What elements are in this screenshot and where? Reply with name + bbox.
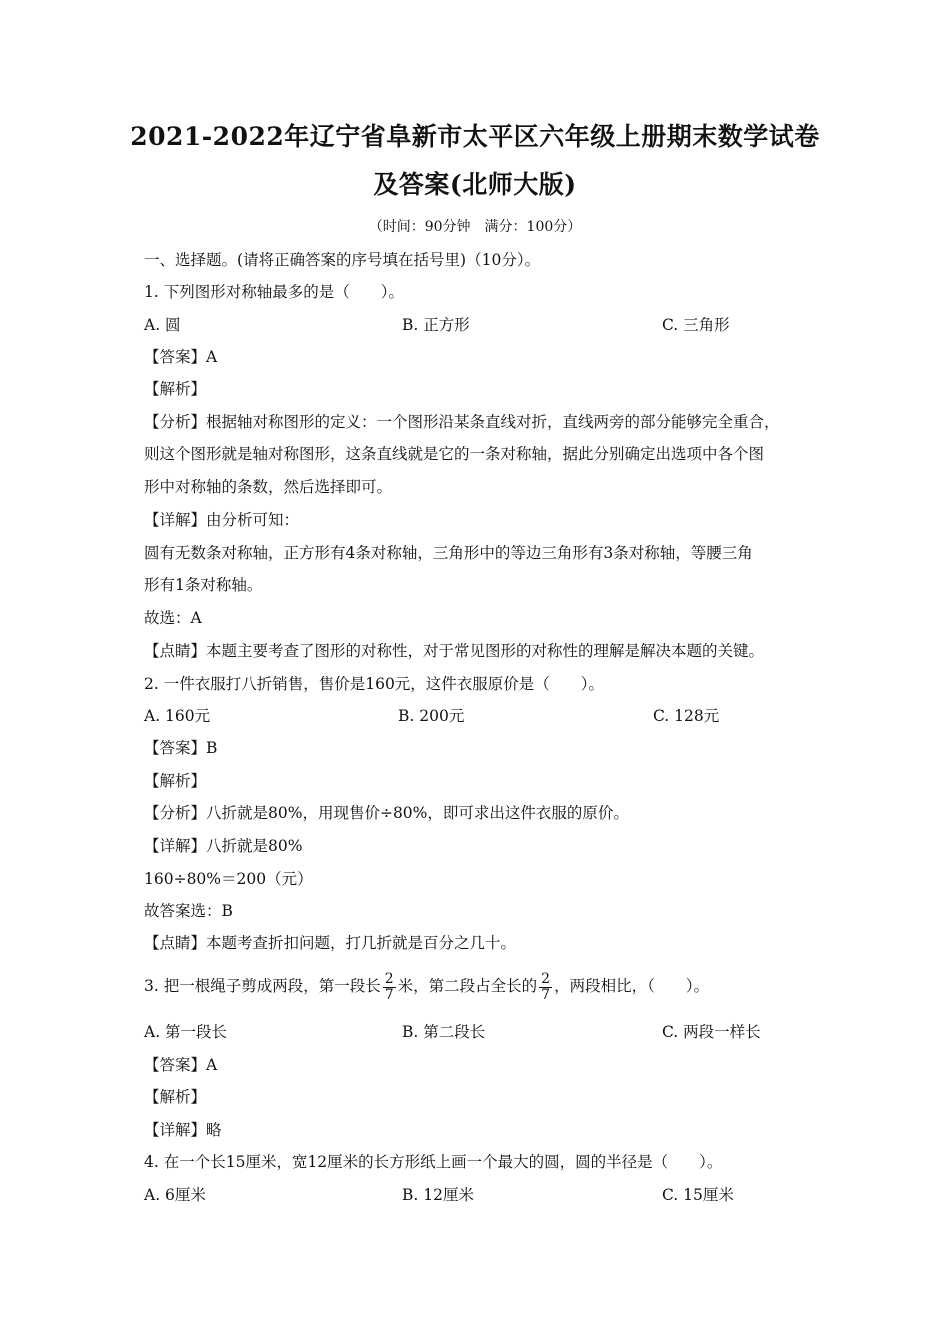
q1-dianjing: 【点睛】本题主要考查了图形的对称性，对于常见图形的对称性的理解是解决本题的关键。 <box>144 642 765 660</box>
section-heading: 一、选择题。(请将正确答案的序号填在括号里)（10分）。 <box>144 251 541 269</box>
q1-fenxi-line3: 形中对称轴的条数，然后选择即可。 <box>144 478 393 496</box>
q1-detail-line2: 形有1条对称轴。 <box>144 576 263 594</box>
q1-detail-line1: 圆有无数条对称轴，正方形有4条对称轴，三角形中的等边三角形有3条对称轴，等腰三角 <box>144 544 753 562</box>
q2-analysis-label: 【解析】 <box>144 772 207 790</box>
q3-fraction-2 <box>539 972 552 1003</box>
q3-stem-part-b: 米，第二段占全长的 <box>397 977 538 995</box>
q1-option-a: A. 圆 <box>144 316 181 334</box>
q2-choice: 故答案选：B <box>144 902 233 920</box>
q3-xiangjie: 【详解】略 <box>144 1121 222 1139</box>
q1-fenxi-line1: 【分析】根据轴对称图形的定义：一个图形沿某条直线对折，直线两旁的部分能够完全重合， <box>144 413 780 431</box>
q1-choice: 故选：A <box>144 609 202 627</box>
q3-option-c: C. 两段一样长 <box>662 1023 761 1041</box>
q2-option-a: A. 160元 <box>144 707 211 725</box>
q1-stem: 1. 下列图形对称轴最多的是（ ）。 <box>144 283 404 301</box>
doc-subtitle: （时间：90分钟 满分：100分） <box>368 219 582 235</box>
q2-option-c: C. 128元 <box>653 707 720 725</box>
q3-option-a: A. 第一段长 <box>144 1023 228 1041</box>
q3-answer: 【答案】A <box>144 1056 218 1074</box>
q2-xiangjie: 【详解】八折就是80% <box>144 837 303 855</box>
q4-option-a: A. 6厘米 <box>144 1186 206 1204</box>
q3-analysis-label: 【解析】 <box>144 1088 207 1106</box>
q3-stem <box>144 968 709 1004</box>
q2-option-b: B. 200元 <box>398 707 465 725</box>
q3-fraction-1 <box>383 972 396 1003</box>
q1-option-c: C. 三角形 <box>662 316 730 334</box>
q3-option-b: B. 第二段长 <box>402 1023 486 1041</box>
q2-dianjing: 【点睛】本题考查折扣问题，打几折就是百分之几十。 <box>144 934 517 952</box>
q2-answer: 【答案】B <box>144 739 218 757</box>
doc-title-line2: 及答案(北师大版) <box>373 170 577 199</box>
q1-analysis-label: 【解析】 <box>144 380 207 398</box>
q1-option-b: B. 正方形 <box>402 316 470 334</box>
q2-calc: 160÷80%＝200（元） <box>144 870 313 888</box>
q3-stem-part-a: 3. 把一根绳子剪成两段，第一段长 <box>144 977 381 995</box>
q4-stem: 4. 在一个长15厘米，宽12厘米的长方形纸上画一个最大的圆，圆的半径是（ ）。 <box>144 1153 723 1171</box>
q4-option-b: B. 12厘米 <box>402 1186 474 1204</box>
doc-title-line1: 2021-2022年辽宁省阜新市太平区六年级上册期末数学试卷 <box>130 122 820 151</box>
q3-stem-part-c: ，两段相比，（ ）。 <box>554 977 710 995</box>
q3-fraction-2-numerator: 2 <box>541 970 551 987</box>
q2-stem: 2. 一件衣服打八折销售，售价是160元，这件衣服原价是（ ）。 <box>144 675 605 693</box>
q1-fenxi-line2: 则这个图形就是轴对称图形，这条直线就是它的一条对称轴，据此分别确定出选项中各个图 <box>144 445 765 463</box>
q4-option-c: C. 15厘米 <box>662 1186 734 1204</box>
q1-answer: 【答案】A <box>144 348 218 366</box>
q3-fraction-1-denominator: 7 <box>384 986 394 1003</box>
q3-fraction-2-denominator: 7 <box>541 986 551 1003</box>
q2-fenxi: 【分析】八折就是80%，用现售价÷80%，即可求出这件衣服的原价。 <box>144 804 629 822</box>
q3-fraction-1-numerator: 2 <box>384 970 394 987</box>
q1-xiangjie: 【详解】由分析可知： <box>144 511 300 529</box>
